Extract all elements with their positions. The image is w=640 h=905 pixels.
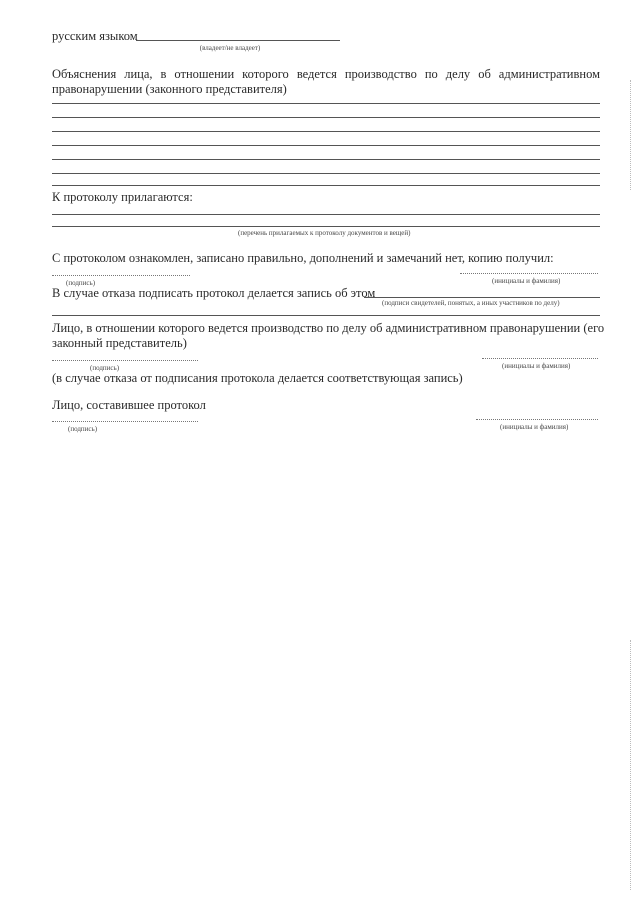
language-field-line[interactable] <box>136 40 340 41</box>
refusal-line[interactable] <box>364 297 600 298</box>
explanations-line-6[interactable] <box>52 173 600 174</box>
person-text-line1: Лицо, в отношении которого ведется производство по делу об административном правонарушении (его <box>52 321 605 335</box>
person-name-line[interactable] <box>482 358 598 359</box>
acquainted-name-line[interactable] <box>460 273 598 274</box>
person-text-line2: законный представитель) <box>52 336 187 350</box>
refusal-caption: (подписи свидетелей, понятых, а иных участников по делу) <box>382 299 560 307</box>
attachments-caption: (перечень прилагаемых к протоколу документов и вещей) <box>238 229 411 237</box>
person-signature-caption: (подпись) <box>90 364 120 372</box>
acquainted-signature-caption: (подпись) <box>66 279 96 287</box>
attachments-line-1[interactable] <box>52 214 600 215</box>
compiler-name-caption: (инициалы и фамилия) <box>500 423 569 431</box>
scan-edge-mark <box>630 80 631 190</box>
language-caption: (владеет/не владеет) <box>199 44 261 52</box>
refusal-text: В случае отказа подписать протокол делается запись об этом <box>52 286 376 300</box>
acquainted-text: С протоколом ознакомлен, записано правильно, дополнений и замечаний нет, копию получил: <box>52 251 554 265</box>
scan-edge-mark-lower <box>630 640 631 890</box>
acquainted-name-caption: (инициалы и фамилия) <box>492 277 561 285</box>
explanations-line-4[interactable] <box>52 145 600 146</box>
person-name-caption: (инициалы и фамилия) <box>502 362 571 370</box>
attachments-line-2[interactable] <box>52 226 600 227</box>
explanations-line-7[interactable] <box>52 185 600 186</box>
acquainted-signature-line[interactable] <box>52 275 190 276</box>
refusal-line-2[interactable] <box>52 315 600 316</box>
compiler-text: Лицо, составившее протокол <box>52 398 206 412</box>
explanations-line-2[interactable] <box>52 117 600 118</box>
explanations-line-3[interactable] <box>52 131 600 132</box>
compiler-signature-caption: (подпись) <box>68 425 98 433</box>
explanations-line-1[interactable] <box>52 103 600 104</box>
explanations-line-5[interactable] <box>52 159 600 160</box>
person-refusal-note: (в случае отказа от подписания протокола делается соответствующая запись) <box>52 371 463 385</box>
explanations-heading-line2: правонарушении (законного представителя) <box>52 82 287 96</box>
compiler-signature-line[interactable] <box>52 421 198 422</box>
person-signature-line[interactable] <box>52 360 198 361</box>
compiler-name-line[interactable] <box>476 419 598 420</box>
attachments-label: К протоколу прилагаются: <box>52 190 193 204</box>
language-label: русским языком <box>52 29 138 43</box>
explanations-heading-line1: Объяснения лица, в отношении которого ведется производство по делу об административном <box>52 67 600 81</box>
